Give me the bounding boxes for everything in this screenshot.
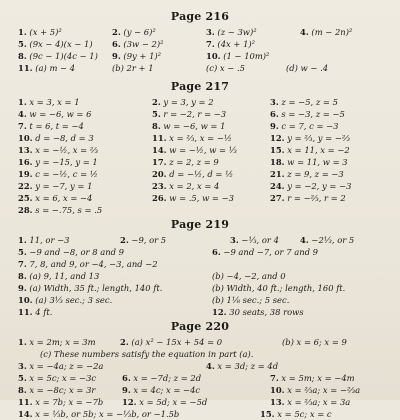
problem-number: 8. — [18, 51, 27, 61]
answer-item — [152, 144, 237, 156]
answer-item — [206, 26, 257, 38]
answer-row — [0, 120, 400, 132]
answer-item — [230, 234, 279, 246]
problem-number: 3. — [230, 235, 239, 245]
problem-number: 15. — [260, 409, 275, 419]
answer-text: x = 5m; x = −4m — [281, 373, 355, 383]
answer-text: y = −15, y = 1 — [35, 157, 98, 167]
answer-item — [122, 384, 200, 396]
section-heading: Page 219 — [170, 218, 230, 231]
problem-number: 1. — [18, 337, 27, 347]
problem-number: 8. — [152, 121, 161, 131]
problem-number: 8. — [18, 385, 27, 395]
answer-text: r = −⅔, r = 2 — [287, 193, 346, 203]
problem-number: 2. — [120, 337, 129, 347]
answer-text: z = 2, z = 9 — [169, 157, 219, 167]
answer-text: w = −6, w = 6 — [29, 109, 92, 119]
section-heading: Page 220 — [170, 320, 230, 333]
problem-number: 3. — [270, 97, 279, 107]
problem-number: 11. — [152, 133, 167, 143]
answer-text: (4x + 1)² — [217, 39, 256, 49]
answer-item — [18, 168, 98, 180]
problem-number: 8. — [18, 271, 27, 281]
answer-item — [18, 192, 92, 204]
problem-number: 7. — [18, 121, 27, 131]
answer-item — [270, 132, 350, 144]
problem-number: 9. — [112, 51, 121, 61]
answer-row — [0, 306, 400, 318]
answer-text: x = 11, x = −2 — [287, 145, 350, 155]
answer-item — [152, 156, 219, 168]
answer-item — [270, 108, 345, 120]
problem-number: 7. — [206, 39, 215, 49]
answer-text: x = −4a; z = −2a — [29, 361, 104, 371]
answer-text: s = −.75, s = .5 — [35, 205, 103, 215]
answer-row — [0, 294, 400, 306]
answer-text: w = −½, w = ⅓ — [169, 145, 237, 155]
problem-number: 5. — [18, 247, 27, 257]
answer-text: w = 11, w = 3 — [287, 157, 348, 167]
answer-item — [206, 38, 255, 50]
problem-number: 6. — [212, 247, 221, 257]
answer-text: (1 − 10m)² — [223, 51, 270, 61]
answer-item — [270, 384, 360, 396]
answer-row — [0, 192, 400, 204]
answer-row — [0, 204, 400, 216]
answer-text: y = −2, y = −3 — [287, 181, 352, 191]
answer-item — [260, 408, 332, 420]
answer-row — [0, 62, 400, 74]
answer-item — [270, 180, 351, 192]
answer-item — [122, 372, 201, 384]
answer-text: 11, or −3 — [29, 235, 70, 245]
answer-row — [0, 26, 400, 38]
answer-item — [18, 336, 96, 348]
problem-number: 3. — [18, 361, 27, 371]
problem-number: 10. — [18, 295, 33, 305]
answer-text: x = ⅔a; x = 3a — [287, 397, 351, 407]
answer-item — [18, 156, 98, 168]
problem-number: 5. — [18, 373, 27, 383]
answer-text: (9x − 4)(x − 1) — [29, 39, 93, 49]
answer-item — [282, 336, 347, 348]
answer-row — [0, 348, 400, 360]
answer-text: (9y + 1)² — [123, 51, 162, 61]
answer-item — [18, 258, 158, 270]
answer-text: x = 2, x = 4 — [169, 181, 220, 191]
problem-number: 12. — [122, 397, 137, 407]
answer-text: x = 5d; x = −5d — [139, 397, 208, 407]
answer-item — [18, 204, 102, 216]
answer-item — [270, 192, 346, 204]
answer-item — [270, 396, 350, 408]
answer-text: x = 2m; x = 3m — [29, 337, 96, 347]
answer-item — [206, 62, 245, 74]
answer-text: (3w − 2)² — [123, 39, 164, 49]
answer-text: x = 3d; z = 4d — [217, 361, 279, 371]
problem-number: 9. — [18, 283, 27, 293]
answer-item — [152, 96, 214, 108]
problem-number: 13. — [270, 397, 285, 407]
answer-text: x = −½, x = ⅔ — [35, 145, 98, 155]
answer-row — [0, 384, 400, 396]
answer-row — [0, 372, 400, 384]
problem-number: 19. — [18, 169, 33, 179]
answer-row — [0, 180, 400, 192]
answer-text: w = .5, w = −3 — [169, 193, 234, 203]
answer-item — [18, 50, 98, 62]
problem-number: 20. — [152, 169, 167, 179]
answer-row — [0, 408, 400, 420]
answer-text: t = 6, t = −4 — [29, 121, 84, 131]
answer-text: x = ⅔, x = −½ — [169, 133, 232, 143]
answer-text: (y − 6)² — [123, 27, 156, 37]
answer-text: −9 and −8, or 8 and 9 — [29, 247, 124, 257]
answer-text: 7, 8, and 9, or −4, −3, and −2 — [29, 259, 158, 269]
answer-item — [18, 180, 92, 192]
problem-number: 1. — [18, 235, 27, 245]
answer-item — [112, 50, 161, 62]
answer-item — [286, 62, 328, 74]
answer-item — [40, 348, 253, 360]
answer-row — [0, 234, 400, 246]
problem-number: 4. — [18, 109, 27, 119]
problem-number: 4. — [300, 27, 309, 37]
answer-item — [18, 108, 91, 120]
problem-number: 9. — [270, 121, 279, 131]
answer-row — [0, 50, 400, 62]
answer-item — [18, 246, 124, 258]
problem-number: 16. — [18, 157, 33, 167]
answer-text: (z − 3w)² — [217, 27, 257, 37]
answer-row — [0, 246, 400, 258]
problem-number: 11. — [18, 397, 33, 407]
answer-item — [18, 372, 96, 384]
problem-number: 1. — [18, 27, 27, 37]
answer-item — [112, 38, 163, 50]
answer-text: x = −7d; z = 2d — [133, 373, 202, 383]
answer-item — [18, 132, 94, 144]
answer-text: (c) x − .5 — [206, 63, 245, 73]
answer-row — [0, 132, 400, 144]
problem-number: 18. — [270, 157, 285, 167]
problem-number: 23. — [152, 181, 167, 191]
problem-number: 11. — [18, 63, 33, 73]
answer-text: z = −5, z = 5 — [281, 97, 338, 107]
answer-item — [270, 120, 339, 132]
problem-number: 12. — [212, 307, 227, 317]
answer-text: y = 3, y = 2 — [163, 97, 214, 107]
answer-text: z = 9, z = −3 — [287, 169, 344, 179]
answer-item — [300, 26, 352, 38]
answer-text: 30 seats, 38 rows — [229, 307, 304, 317]
answer-text: x = ⅔a; x = −⅔a — [287, 385, 361, 395]
answer-item — [18, 26, 62, 38]
answer-text: (a) 3⅓ sec.; 3 sec. — [35, 295, 113, 305]
answer-text: (d) w − .4 — [286, 63, 329, 73]
problem-number: 14. — [152, 145, 167, 155]
answer-item — [18, 38, 93, 50]
answer-text: x = 6, x = −4 — [35, 193, 93, 203]
answer-item — [212, 270, 286, 282]
problem-number: 25. — [18, 193, 33, 203]
problem-number: 22. — [18, 181, 33, 191]
answer-text: x = 5c; x = −3c — [29, 373, 97, 383]
answer-item — [18, 96, 80, 108]
answer-item — [18, 306, 52, 318]
answer-item — [152, 192, 234, 204]
answer-item — [206, 360, 278, 372]
problem-number: 2. — [112, 27, 121, 37]
problem-number: 21. — [270, 169, 285, 179]
answer-item — [18, 120, 84, 132]
problem-number: 7. — [18, 259, 27, 269]
answer-item — [152, 108, 226, 120]
problem-number: 11. — [18, 307, 33, 317]
answer-text: d = −8, d = 3 — [35, 133, 94, 143]
answer-item — [270, 372, 355, 384]
answer-text: (a) x² − 15x + 54 = 0 — [131, 337, 223, 347]
answer-row — [0, 108, 400, 120]
answer-item — [18, 62, 75, 74]
answer-item — [152, 120, 225, 132]
answer-text: x = 5c; x = c — [277, 409, 332, 419]
problem-number: 10. — [270, 385, 285, 395]
answer-text: (b) 1⅛ sec.; 5 sec. — [212, 295, 290, 305]
problem-number: 5. — [18, 39, 27, 49]
answer-row — [0, 336, 400, 348]
answer-text: (9c − 1)(4c − 1) — [29, 51, 98, 61]
problem-number: 10. — [206, 51, 221, 61]
answer-row — [0, 360, 400, 372]
answer-text: −⅓, or 4 — [241, 235, 279, 245]
answer-item — [120, 234, 166, 246]
answer-text: s = −3, z = −5 — [281, 109, 345, 119]
problem-number: 1. — [18, 97, 27, 107]
answer-item — [212, 282, 345, 294]
answer-text: −2⅓, or 5 — [311, 235, 355, 245]
answer-item — [18, 144, 98, 156]
answer-item — [112, 62, 154, 74]
answer-text: w = −6, w = 1 — [163, 121, 226, 131]
answer-item — [18, 396, 103, 408]
answer-item — [18, 384, 95, 396]
problem-number: 28. — [18, 205, 33, 215]
answer-item — [300, 234, 354, 246]
answer-item — [212, 246, 318, 258]
section-heading: Page 216 — [170, 10, 230, 23]
answer-text: (b) Width, 40 ft.; length, 160 ft. — [212, 283, 346, 293]
problem-number: 13. — [18, 145, 33, 155]
answer-text: r = −2, r = −3 — [163, 109, 227, 119]
answer-row — [0, 144, 400, 156]
problem-number: 2. — [120, 235, 129, 245]
answer-text: (m − 2n)² — [311, 27, 353, 37]
answer-text: x = 7b; x = −7b — [35, 397, 104, 407]
answer-item — [18, 270, 99, 282]
problem-number: 6. — [112, 39, 121, 49]
answer-text: x = 3, x = 1 — [29, 97, 80, 107]
answer-text: (b) 2r + 1 — [112, 63, 154, 73]
answer-text: (b) x = 6; x = 9 — [282, 337, 347, 347]
problem-number: 14. — [18, 409, 33, 419]
answer-row — [0, 396, 400, 408]
problem-number: 4. — [300, 235, 309, 245]
answer-text: c = −½, c = ½ — [35, 169, 98, 179]
problem-number: 9. — [122, 385, 131, 395]
answer-item — [18, 294, 112, 306]
problem-number: 24. — [270, 181, 285, 191]
answer-item — [120, 336, 222, 348]
answer-text: (x + 5)² — [29, 27, 62, 37]
problem-number: 26. — [152, 193, 167, 203]
answer-row — [0, 168, 400, 180]
answer-text: y = −7, y = 1 — [35, 181, 93, 191]
answer-row — [0, 270, 400, 282]
answer-text: −9, or 5 — [131, 235, 167, 245]
problem-number: 6. — [270, 109, 279, 119]
answer-item — [18, 234, 69, 246]
problem-number: 27. — [270, 193, 285, 203]
problem-number: 12. — [270, 133, 285, 143]
answer-text: (a) m − 4 — [35, 63, 76, 73]
answer-text: (c) These numbers satisfy the equation in part (a). — [40, 349, 254, 359]
answer-text: (b) −4, −2, and 0 — [212, 271, 286, 281]
answer-item — [270, 96, 338, 108]
answer-text: −9 and −7, or 7 and 9 — [223, 247, 318, 257]
answer-item — [212, 306, 304, 318]
section-heading: Page 217 — [170, 80, 230, 93]
answer-text: (a) Width, 35 ft.; length, 140 ft. — [29, 283, 163, 293]
answer-row — [0, 156, 400, 168]
answer-text: (a) 9, 11, and 13 — [29, 271, 100, 281]
answer-text: d = −½, d = ½ — [169, 169, 234, 179]
answer-item — [152, 180, 219, 192]
answer-item — [152, 132, 232, 144]
answer-row — [0, 258, 400, 270]
problem-number: 7. — [270, 373, 279, 383]
answer-item — [122, 396, 207, 408]
problem-number: 4. — [206, 361, 215, 371]
problem-number: 10. — [18, 133, 33, 143]
problem-number: 2. — [152, 97, 161, 107]
answer-item — [270, 156, 348, 168]
answer-text: x = 4c; x = −4c — [133, 385, 201, 395]
answer-text: x = −8c; x = 3r — [29, 385, 96, 395]
answer-row — [0, 38, 400, 50]
answer-text: 4 ft. — [35, 307, 53, 317]
answer-item — [206, 50, 269, 62]
answer-item — [18, 408, 179, 420]
answer-item — [270, 168, 344, 180]
answer-item — [270, 144, 350, 156]
problem-number: 6. — [122, 373, 131, 383]
problem-number: 3. — [206, 27, 215, 37]
answer-item — [212, 294, 289, 306]
answer-text: c = 7, c = −3 — [281, 121, 339, 131]
answer-text: x = ⅓b, or 5b; x = −⅓b, or −1.5b — [35, 409, 180, 419]
answer-row — [0, 282, 400, 294]
answer-row — [0, 96, 400, 108]
answer-item — [18, 360, 103, 372]
problem-number: 15. — [270, 145, 285, 155]
answer-item — [18, 282, 162, 294]
problem-number: 17. — [152, 157, 167, 167]
answer-text: y = ⅔, y = −⅔ — [287, 133, 350, 143]
problem-number: 5. — [152, 109, 161, 119]
answer-item — [112, 26, 156, 38]
answer-item — [152, 168, 233, 180]
